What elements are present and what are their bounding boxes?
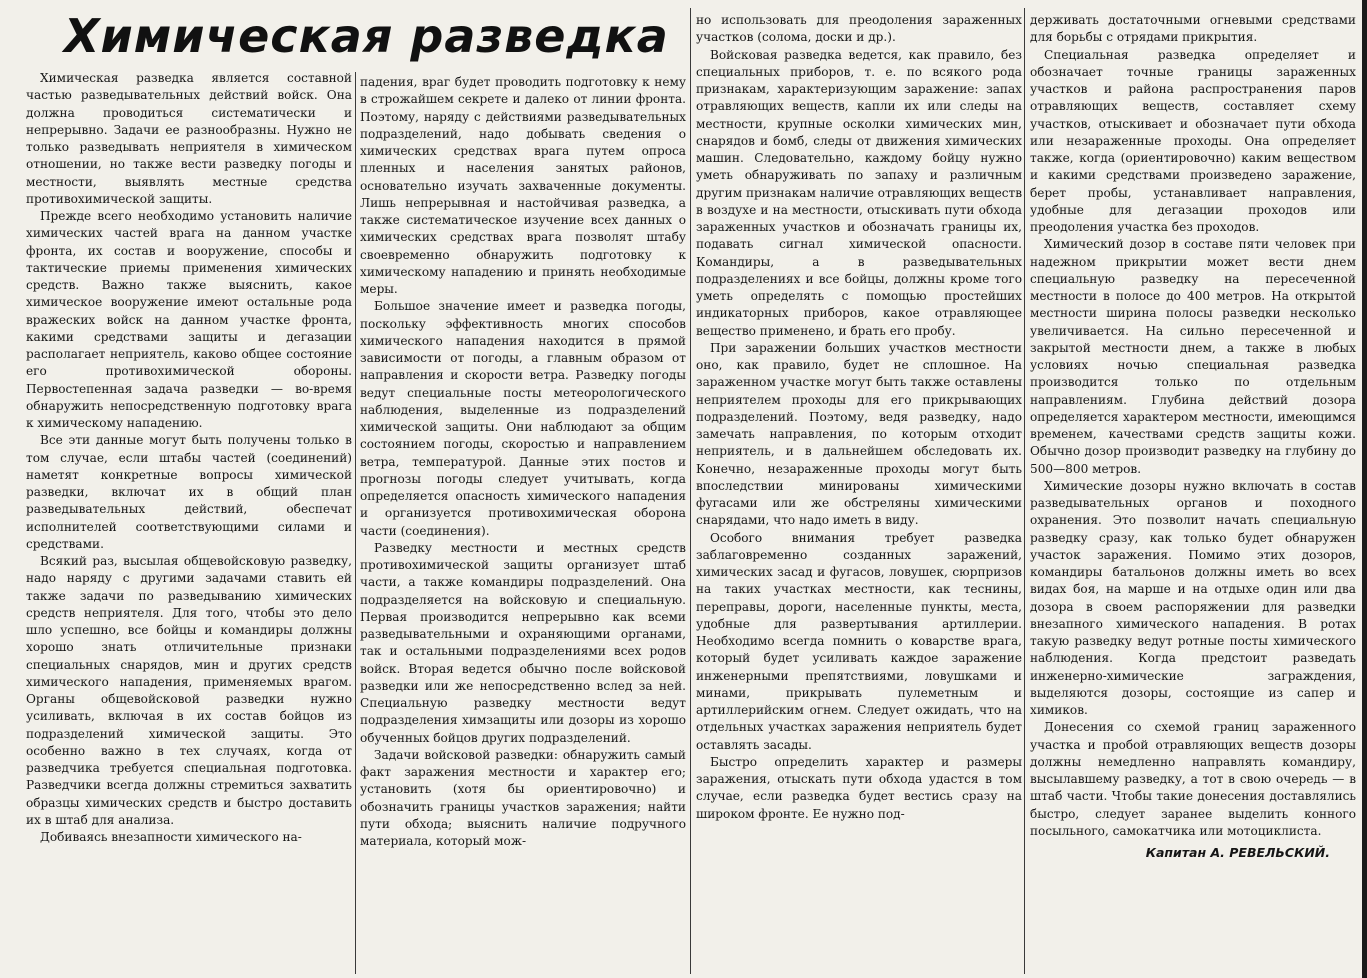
page-edge bbox=[1362, 0, 1367, 978]
paragraph: Разведку местности и местных средств противохимической защиты организует штаб части, а также командиры подразделений. Она подразделяется на войсковую и специальную. Первая производится непрерывно как всеми разведывательными и охраняющими органами, так и остальными подразделениями всех родов войск. Вторая ведется обычно после войсковой разведки или же непосредственно вслед за ней. Специальную разведку местности ведут подразделения химзащиты или дозоры из хорошо обученных бойцов других подразделений. bbox=[360, 540, 686, 745]
paragraph: но использовать для преодоления зараженных участков (солома, доски и др.). bbox=[696, 13, 1022, 45]
paragraph: Специальная разведка определяет и обозначает точные границы зараженных участков и района распространения паров отравляющих веществ, составляет схему участков, отыскивает и обозначает пути обхода или незараженные проходы. Она определяет также, когда (ориентировочно) каким веществом и какими средствами произведено заражение, берет пробы, устанавливает направления, удобные для дегазации проходов или преодоления участка без проходов. bbox=[1030, 47, 1356, 234]
article-headline: Химическая разведка bbox=[64, 9, 669, 63]
paragraph: Все эти данные могут быть получены только в том случае, если штабы частей (соединений) наметят конкретные вопросы химической разведки, включат их в общий план разведывательных действий, обеспечат исполнителей соответствующими силами и средствами. bbox=[26, 433, 352, 551]
paragraph: Химическая разведка является составной частью разведывательных действий войск. Она должна проводиться систематически и непрерывно. Задачи ее разнообразны. Нужно не только разведывать неприятеля в химическом отношении, но также вести разведку погоды и местности, выявлять местные средства противохимической защиты. bbox=[26, 71, 352, 206]
paragraph: Задачи войсковой разведки: обнаружить самый факт заражения местности и характер его; установить (хотя бы ориентировочно) и обозначить границы участков заражения; найти пути обхода; выяснить наличие подручного материала, который мож- bbox=[360, 747, 686, 848]
column-divider bbox=[690, 8, 691, 974]
article-column-3 bbox=[696, 12, 1022, 976]
author-signature: Капитан А. РЕВЕЛЬСКИЙ. bbox=[1145, 845, 1330, 860]
paragraph: падения, враг будет проводить подготовку к нему в строжайшем секрете и далеко от линии фронта. Поэтому, наряду с действиями разведывательных подразделений, надо добывать сведения о химических средствах врага путем опроса пленных и населения занятых районов, основательно изучать захваченные документы. Лишь непрерывная и настойчивая разведка, а также систематическое изучение всех данных о химических средствах врага позволят штабу своевременно обнаружить подготовку к химическому нападению и принять необходимые меры. bbox=[360, 75, 686, 296]
paragraph: держивать достаточными огневыми средствами для борьбы с отрядами прикрытия. bbox=[1030, 13, 1356, 45]
paragraph: Войсковая разведка ведется, как правило, без специальных приборов, т. е. по всякого рода признакам, характеризующим заражение: запах отравляющих веществ, капли их или следы на местности, крупные осколки химических мин, снарядов и бомб, следы от движения химических машин. Следовательно, каждому бойцу нужно уметь обнаруживать по запаху и различным другим признакам наличие отравляющих веществ в воздухе и на местности, отыскивать пути обхода зараженных участков и обозначать границы их, подавать сигнал химической опасности. Командиры, а в разведывательных подразделениях и все бойцы, должны кроме того уметь определять с помощью простейших индикаторных приборов, какое отравляющее вещество применено, и брать его пробу. bbox=[696, 47, 1022, 338]
paragraph: Донесения со схемой границ зараженного участка и пробой отравляющих веществ дозоры должны немедленно направлять командиру, высылавшему разведку, а тот в свою очередь — в штаб части. Чтобы такие донесения доставлялись быстро, следует заранее выделить конного посыльного, самокатчика или мотоциклиста. bbox=[1030, 720, 1356, 838]
article-column-1 bbox=[26, 70, 352, 976]
article-column-4 bbox=[1030, 12, 1356, 976]
column-divider bbox=[1024, 8, 1025, 974]
paragraph: Добиваясь внезапности химического на- bbox=[40, 830, 302, 844]
article-column-2 bbox=[360, 74, 686, 976]
paragraph: Большое значение имеет и разведка погоды, поскольку эффективность многих способов химического нападения находится в прямой зависимости от погоды, а главным образом от направления и скорости ветра. Разведку погоды ведут специальные посты метеорологического наблюдения, выделенные из подразделений химической защиты. Они наблюдают за общим состоянием погоды, скоростью и направлением ветра, температурой. Данные этих постов и прогнозы погоды следует учитывать, когда определяется опасность химического нападения и организуется противохимическая оборона части (соединения). bbox=[360, 299, 686, 538]
paragraph: Химический дозор в составе пяти человек при надежном прикрытии может вести днем специальную разведку на пересеченной местности в полосе до 400 метров. На открытой местности ширина полосы разведки несколько увеличивается. На сильно пересеченной и закрытой местности днем, а также в любых условиях ночью специальная разведка производится только по отдельным направлениям. Глубина действий дозора определяется характером местности, имеющимся временем, качествами средств защиты кожи. Обычно дозор производит разведку на глубину до 500—800 метров. bbox=[1030, 237, 1356, 476]
paragraph: Особого внимания требует разведка заблаговременно созданных заражений, химических засад и фугасов, ловушек, сюрпризов на таких участках местности, как теснины, переправы, дороги, населенные пункты, места, удобные для развертывания артиллерии. Необходимо всегда помнить о коварстве врага, который будет усиливать каждое заражение инженерными препятствиями, ловушками и минами, прикрывать пулеметным и артиллерийским огнем. Следует ожидать, что на отдельных участках заражения неприятель будет оставлять засады. bbox=[696, 530, 1022, 752]
paragraph: При заражении больших участков местности оно, как правило, будет не сплошное. На зараженном участке могут быть также оставлены неприятелем проходы для его прикрывающих подразделений. Поэтому, ведя разведку, надо замечать направления, по которым отходит неприятель, и в дальнейшем обследовать их. Конечно, незараженные проходы могут быть впоследствии минированы химическими фугасами или же обстреляны химическими снарядами, что надо иметь в виду. bbox=[696, 340, 1022, 528]
paragraph: Всякий раз, высылая общевойсковую разведку, надо наряду с другими задачами ставить ей также задачи по разведыванию химических средств неприятеля. Для того, чтобы это дело шло успешно, все бойцы и командиры должны хорошо знать отличительные признаки специальных снарядов, мин и других средств химического нападения, применяемых врагом. Органы общевойсковой разведки нужно усиливать, включая в их состав бойцов из подразделений химической защиты. Это особенно важно в тех случаях, когда от разведчика требуется специальная подготовка. Разведчики всегда должны стремиться захватить образцы химических средств и быстро доставить их в штаб для анализа. bbox=[26, 554, 352, 827]
column-divider bbox=[355, 72, 356, 974]
paragraph: Химические дозоры нужно включать в состав разведывательных органов и походного охранения. Это позволит начать специальную разведку сразу, как только будет обнаружен участок заражения. Помимо этих дозоров, командиры батальонов должны иметь во всех видах боя, на марше и на отдыхе один или два дозора в своем распоряжении для разведки внезапного химического нападения. В ротах такую разведку ведут ротные посты химического наблюдения. Когда предстоит разведать инженерно-химические заграждения, выделяются дозоры, состоящие из сапер и химиков. bbox=[1030, 478, 1356, 717]
paragraph: Быстро определить характер и размеры заражения, отыскать пути обхода удастся в том случае, если разведка будет вестись сразу на широком фронте. Ее нужно под- bbox=[696, 754, 1022, 821]
paragraph: Прежде всего необходимо установить наличие химических частей врага на данном участке фронта, их состав и вооружение, способы и тактические приемы применения химических средств. Важно также выяснить, какое химическое вооружение имеют остальные рода вражеских войск на данном участке фронта, какими средствами защиты и дегазации располагает неприятель, каково общее состояние его противохимической обороны. Первостепенная задача разведки — во-время обнаружить непосредственную подготовку врага к химическому нападению. bbox=[26, 209, 352, 430]
